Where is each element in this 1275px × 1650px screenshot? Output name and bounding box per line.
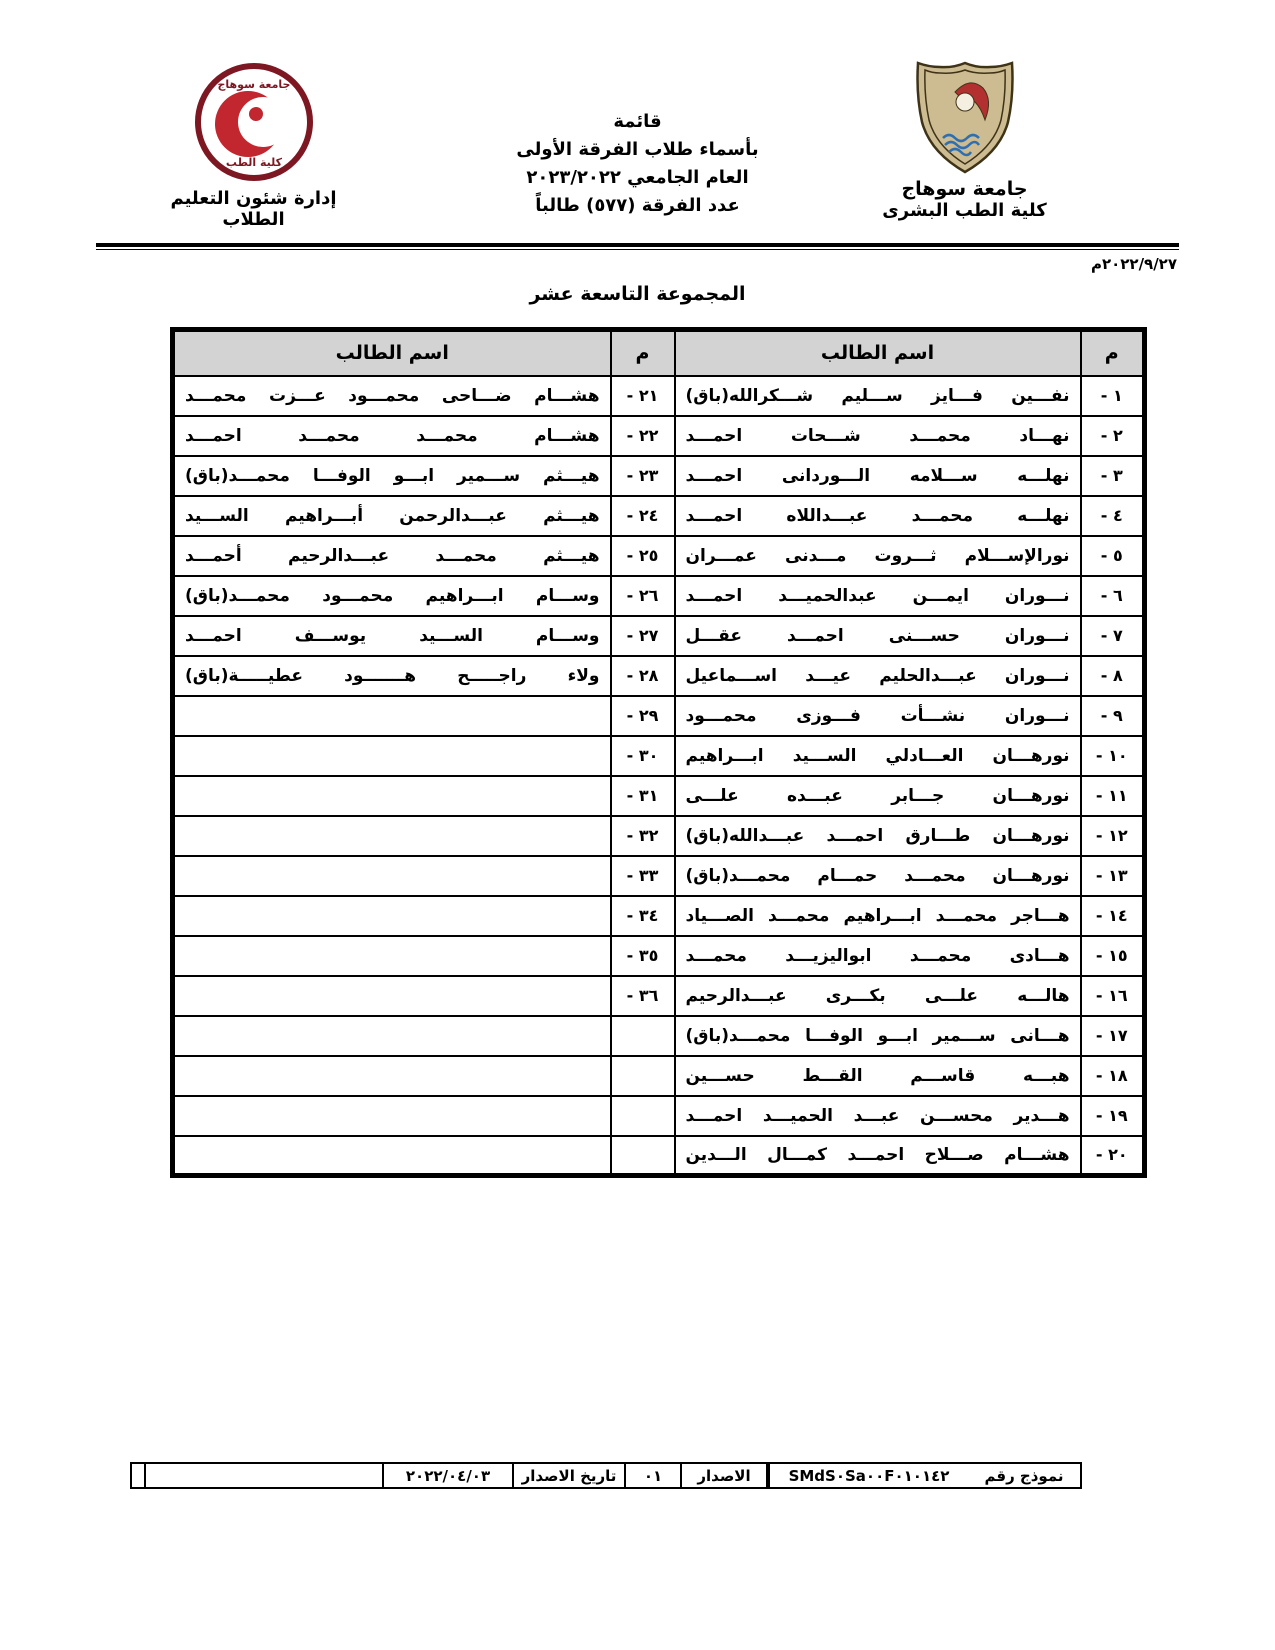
right-serial-cell: ٨ - [1081, 656, 1145, 696]
left-student-name-cell [173, 976, 611, 1016]
left-serial-cell [611, 1056, 675, 1096]
left-serial-header: م [611, 330, 675, 376]
right-student-name-cell: نورالإســـلام ثـــروت مـــدنى عمـــران [675, 536, 1081, 576]
table-row [173, 976, 1145, 1016]
right-student-name-cell: هـــدير محســـن عبـــد الحميـــد احمـــد [675, 1096, 1081, 1136]
right-serial-cell: ١٦ - [1081, 976, 1145, 1016]
left-student-name-cell: ولاء راجـــــح هـــــــود عطيـــــة(باق) [173, 656, 611, 696]
table-row [173, 576, 1145, 616]
issue-date-value: ٢٠٢٢/٠٤/٠٣ [384, 1464, 514, 1487]
left-student-name-cell: هيـــثم عبـــدالرحمن أبـــراهيم الســـيد [173, 496, 611, 536]
right-serial-header: م [1081, 330, 1145, 376]
left-student-name-cell: هيـــثم محمـــد عبـــدالرحيم أحمـــد [173, 536, 611, 576]
right-serial-cell: ٤ - [1081, 496, 1145, 536]
table-row [173, 856, 1145, 896]
university-header-block [862, 60, 1067, 221]
left-serial-cell: ٢٩ - [611, 696, 675, 736]
right-serial-cell: ١٢ - [1081, 816, 1145, 856]
students-table [170, 327, 1147, 1178]
rule-thick-line [96, 243, 1179, 247]
right-serial-cell: ٢ - [1081, 416, 1145, 456]
faculty-round-logo [194, 62, 314, 182]
form-footer-bar [130, 1462, 1082, 1489]
left-serial-cell [611, 1136, 675, 1176]
right-serial-cell: ١٤ - [1081, 896, 1145, 936]
left-serial-cell: ٢١ - [611, 376, 675, 416]
table-row [173, 816, 1145, 856]
right-serial-cell: ١٧ - [1081, 1016, 1145, 1056]
table-row [173, 896, 1145, 936]
university-name: جامعة سوهاج [901, 178, 1028, 200]
right-student-name-cell: نورهـــان العـــادلي الســـيد ابـــراهيم [675, 736, 1081, 776]
left-serial-cell: ٣٦ - [611, 976, 675, 1016]
table-row [173, 736, 1145, 776]
title-line-2: بأسماء طلاب الفرقة الأولى [516, 139, 759, 160]
right-serial-cell: ٥ - [1081, 536, 1145, 576]
left-serial-cell: ٣٢ - [611, 816, 675, 856]
right-student-name-cell: هـــاجر محمـــد ابـــراهيم محمـــد الصـــياد [675, 896, 1081, 936]
table-row [173, 1136, 1145, 1176]
left-serial-cell: ٢٧ - [611, 616, 675, 656]
left-name-header: اسم الطالب [173, 330, 611, 376]
right-student-name-cell: نـــوران عبـــدالحليم عيـــد اســـماعيل [675, 656, 1081, 696]
left-student-name-cell: هشـــام محمـــد محمـــد احمـــد [173, 416, 611, 456]
left-student-name-cell [173, 1056, 611, 1096]
table-row [173, 1056, 1145, 1096]
right-student-name-cell: هالـــه علـــى بكـــرى عبـــدالرحيم [675, 976, 1081, 1016]
right-student-name-cell: نورهـــان جـــابر عبـــده علـــى [675, 776, 1081, 816]
right-serial-cell: ١٩ - [1081, 1096, 1145, 1136]
right-student-name-cell: نفـــين فـــايز ســـليم شـــكرالله(باق) [675, 376, 1081, 416]
left-student-name-cell [173, 1016, 611, 1056]
left-student-name-cell: هشـــام ضـــاحى محمـــود عـــزت محمـــد [173, 376, 611, 416]
table-header-row [173, 330, 1145, 376]
left-serial-cell: ٣١ - [611, 776, 675, 816]
table-row [173, 616, 1145, 656]
left-serial-cell: ٣٠ - [611, 736, 675, 776]
right-serial-cell: ١٣ - [1081, 856, 1145, 896]
round-logo-bottom-text: كلية الطب [225, 156, 282, 169]
right-student-name-cell: نهـــاد محمـــد شـــحات احمـــد [675, 416, 1081, 456]
right-student-name-cell: نـــوران نشـــأت فـــوزى محمـــود [675, 696, 1081, 736]
left-student-name-cell [173, 696, 611, 736]
department-name: إدارة شئون التعليم الطلاب [170, 188, 337, 230]
issue-value: ٠١ [626, 1464, 682, 1487]
university-shield-logo [915, 60, 1015, 175]
right-student-name-cell: هـــانى ســـمير ابـــو الوفـــا محمـــد(باق) [675, 1016, 1081, 1056]
right-serial-cell: ١١ - [1081, 776, 1145, 816]
left-serial-cell: ٢٤ - [611, 496, 675, 536]
left-student-name-cell [173, 936, 611, 976]
form-number-label: نموذج رقم [984, 1466, 1064, 1485]
document-title-block [448, 108, 828, 220]
title-line-3: العام الجامعي ٢٠٢٣/٢٠٢٢ [526, 167, 749, 188]
left-student-name-cell [173, 1136, 611, 1176]
right-serial-cell: ١٨ - [1081, 1056, 1145, 1096]
right-student-name-cell: نورهـــان طـــارق احمـــد عبـــدالله(باق) [675, 816, 1081, 856]
round-logo-top-text: جامعة سوهاج [217, 78, 290, 91]
left-student-name-cell [173, 896, 611, 936]
right-serial-cell: ٢٠ - [1081, 1136, 1145, 1176]
table-row [173, 376, 1145, 416]
right-serial-cell: ٣ - [1081, 456, 1145, 496]
left-serial-cell: ٢٣ - [611, 456, 675, 496]
title-line-4: عدد الفرقة (٥٧٧) طالباً [535, 195, 740, 216]
left-student-name-cell [173, 816, 611, 856]
right-student-name-cell: هشـــام صـــلاح احمـــد كمـــال الـــدين [675, 1136, 1081, 1176]
left-student-name-cell: وســـام الســـيد يوســـف احمـــد [173, 616, 611, 656]
right-serial-cell: ٧ - [1081, 616, 1145, 656]
table-row [173, 696, 1145, 736]
footer-empty-cell [146, 1464, 384, 1487]
right-student-name-cell: نـــوران ايمـــن عبدالحميـــد احمـــد [675, 576, 1081, 616]
title-line-1: قائمة [613, 111, 662, 132]
table-row [173, 456, 1145, 496]
table-row [173, 776, 1145, 816]
department-header-block [146, 62, 361, 230]
left-serial-cell: ٢٦ - [611, 576, 675, 616]
right-serial-cell: ٩ - [1081, 696, 1145, 736]
right-serial-cell: ١ - [1081, 376, 1145, 416]
right-name-header: اسم الطالب [675, 330, 1081, 376]
footer-end-cell [132, 1464, 146, 1487]
left-student-name-cell: وســـام ابـــراهيم محمـــود محمـــد(باق) [173, 576, 611, 616]
left-serial-cell: ٣٤ - [611, 896, 675, 936]
issue-label: الاصدار [682, 1464, 768, 1487]
right-student-name-cell: نورهـــان محمـــد حمـــام محمـــد(باق) [675, 856, 1081, 896]
rule-thin-line [96, 249, 1179, 250]
left-student-name-cell: هيـــثم ســـمير ابـــو الوفـــا محمـــد(باق) [173, 456, 611, 496]
left-student-name-cell [173, 1096, 611, 1136]
left-serial-cell: ٢٨ - [611, 656, 675, 696]
left-serial-cell [611, 1096, 675, 1136]
right-serial-cell: ١٥ - [1081, 936, 1145, 976]
left-serial-cell: ٢٥ - [611, 536, 675, 576]
left-student-name-cell [173, 776, 611, 816]
right-student-name-cell: نهلـــه محمـــد عبـــداللاه احمـــد [675, 496, 1081, 536]
group-title: المجموعة التاسعة عشر [529, 283, 746, 305]
left-student-name-cell [173, 856, 611, 896]
right-student-name-cell: هبـــه قاســـم القـــط حســـين [675, 1056, 1081, 1096]
table-row [173, 416, 1145, 456]
table-row [173, 496, 1145, 536]
header-divider-rule [96, 243, 1179, 250]
left-serial-cell: ٢٢ - [611, 416, 675, 456]
left-serial-cell: ٣٥ - [611, 936, 675, 976]
table-row [173, 936, 1145, 976]
right-serial-cell: ٦ - [1081, 576, 1145, 616]
left-student-name-cell [173, 736, 611, 776]
left-serial-cell: ٣٣ - [611, 856, 675, 896]
left-serial-cell [611, 1016, 675, 1056]
right-student-name-cell: هـــادى محمـــد ابواليزيـــد محمـــد [675, 936, 1081, 976]
table-row [173, 1016, 1145, 1056]
table-row [173, 536, 1145, 576]
right-student-name-cell: نهلـــه ســـلامه الـــوردانى احمـــد [675, 456, 1081, 496]
right-student-name-cell: نـــوران حســـنى احمـــد عقـــل [675, 616, 1081, 656]
right-serial-cell: ١٠ - [1081, 736, 1145, 776]
faculty-name: كلية الطب البشرى [882, 200, 1047, 221]
table-row [173, 1096, 1145, 1136]
issue-date-label: تاريخ الاصدار [514, 1464, 626, 1487]
document-date: ٢٠٢٢/٩/٢٧م [1090, 255, 1177, 273]
form-number-value: SMdS٠Sa٠٠F٠١٠١٤٢ [768, 1464, 968, 1487]
table-row [173, 656, 1145, 696]
